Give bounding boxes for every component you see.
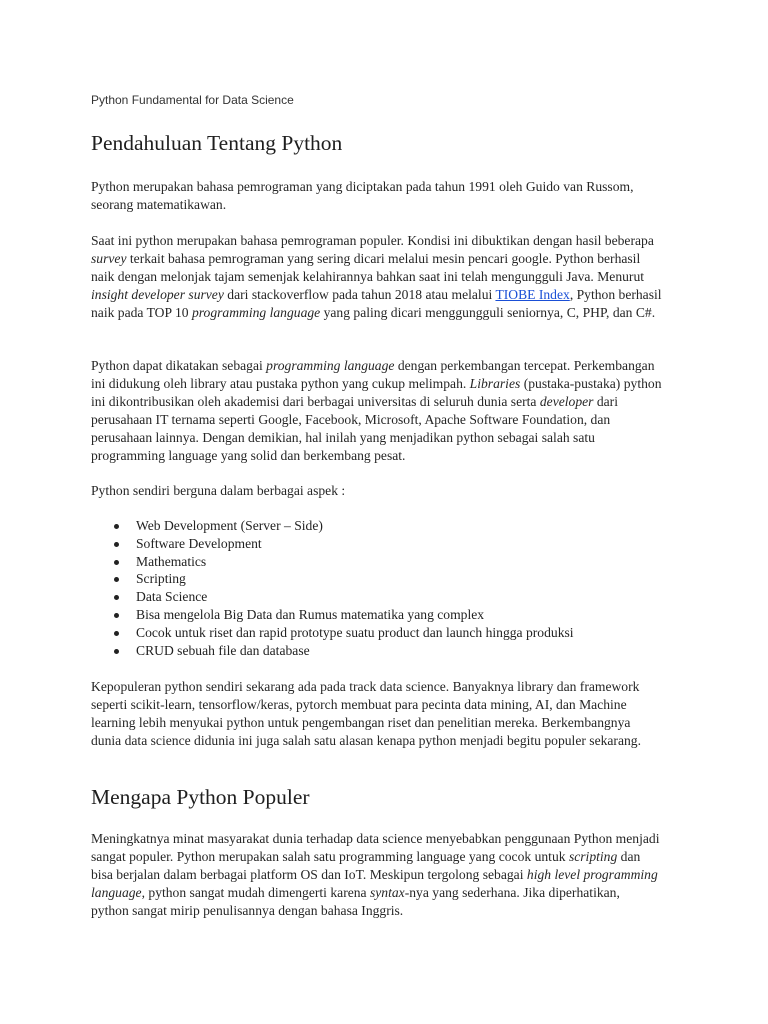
paragraph-aspects-intro: Python sendiri berguna dalam berbagai aspek : xyxy=(91,483,346,498)
paragraph-popularity: Saat ini python merupakan bahasa pemrograman populer. Kondisi ini dibuktikan dengan hasil beberapa survey terkait bahasa pemrograman yang sering dicari melalui mesin pencari google. Python berhasil naik dengan melonjak tajam semenjak kelahirannya bahkan saat ini telah mengungguli Java. Menurut insight developer survey dari stackoverflow pada tahun 2018 atau melalui TIOBE Index, Python berhasil naik pada TOP 10 programming language yang paling dicari menggungguli seniornya, C, PHP, dan C#. xyxy=(91,233,662,320)
list-item: Software Development xyxy=(91,535,574,553)
list-item: Web Development (Server – Side) xyxy=(91,517,574,535)
aspects-list xyxy=(91,517,574,659)
paragraph-data-science: Kepopuleran python sendiri sekarang ada pada track data science. Banyaknya library dan framework seperti scikit-learn, tensorflow/keras, pytorch membuat para pecinta data mining, AI, dan Machine learning lebih menyukai python untuk pengembangan riset dan penelitian mereka. Berkembangnya dunia data science didunia ini juga salah satu alasan kenapa python menjadi begitu populer sekarang. xyxy=(91,679,641,748)
list-item: Scripting xyxy=(91,570,574,588)
paragraph-growth: Python dapat dikatakan sebagai programming language dengan perkembangan tercepat. Perkembangan ini didukung oleh library atau pustaka python yang cukup melimpah. Libraries (pustaka-pustaka) python ini dikontribusikan oleh akademisi dari berbagai universitas di seluruh dunia serta developer dari perusahaan IT ternama seperti Google, Facebook, Microsoft, Apache Software Foundation, dan perusahaan lainnya. Dengan demikian, hal inilah yang menjadikan python sebagai salah satu programming language yang solid dan berkembang pesat. xyxy=(91,358,662,463)
list-item: Cocok untuk riset dan rapid prototype suatu product dan launch hingga produksi xyxy=(91,624,574,642)
paragraph-intro: Python merupakan bahasa pemrograman yang diciptakan pada tahun 1991 oleh Guido van Russom, seorang matematikawan. xyxy=(91,179,634,212)
section-heading-mengapa: Mengapa Python Populer xyxy=(91,785,310,809)
list-item: Data Science xyxy=(91,588,574,606)
emphasis-insight-survey: insight developer survey xyxy=(91,287,224,302)
document-header: Python Fundamental for Data Science xyxy=(91,93,294,107)
list-item: Mathematics xyxy=(91,553,574,571)
tiobe-index-link[interactable]: TIOBE Index xyxy=(495,287,570,302)
emphasis-survey: survey xyxy=(91,251,127,266)
section-heading-pendahuluan: Pendahuluan Tentang Python xyxy=(91,131,343,155)
list-item: CRUD sebuah file dan database xyxy=(91,642,574,660)
list-item: Bisa mengelola Big Data dan Rumus matematika yang complex xyxy=(91,606,574,624)
paragraph-why-popular: Meningkatnya minat masyarakat dunia terhadap data science menyebabkan penggunaan Python menjadi sangat populer. Python merupakan salah satu programming language yang cocok untuk scripting dan bisa berjalan dalam berbagai platform OS dan IoT. Meskipun tergolong sebagai high level programming language, python sangat mudah dimengerti karena syntax-nya yang sederhana. Jika diperhatikan, python sangat mirip penulisannya dengan bahasa Inggris. xyxy=(91,831,660,918)
emphasis-programming-language: programming language xyxy=(191,305,321,320)
